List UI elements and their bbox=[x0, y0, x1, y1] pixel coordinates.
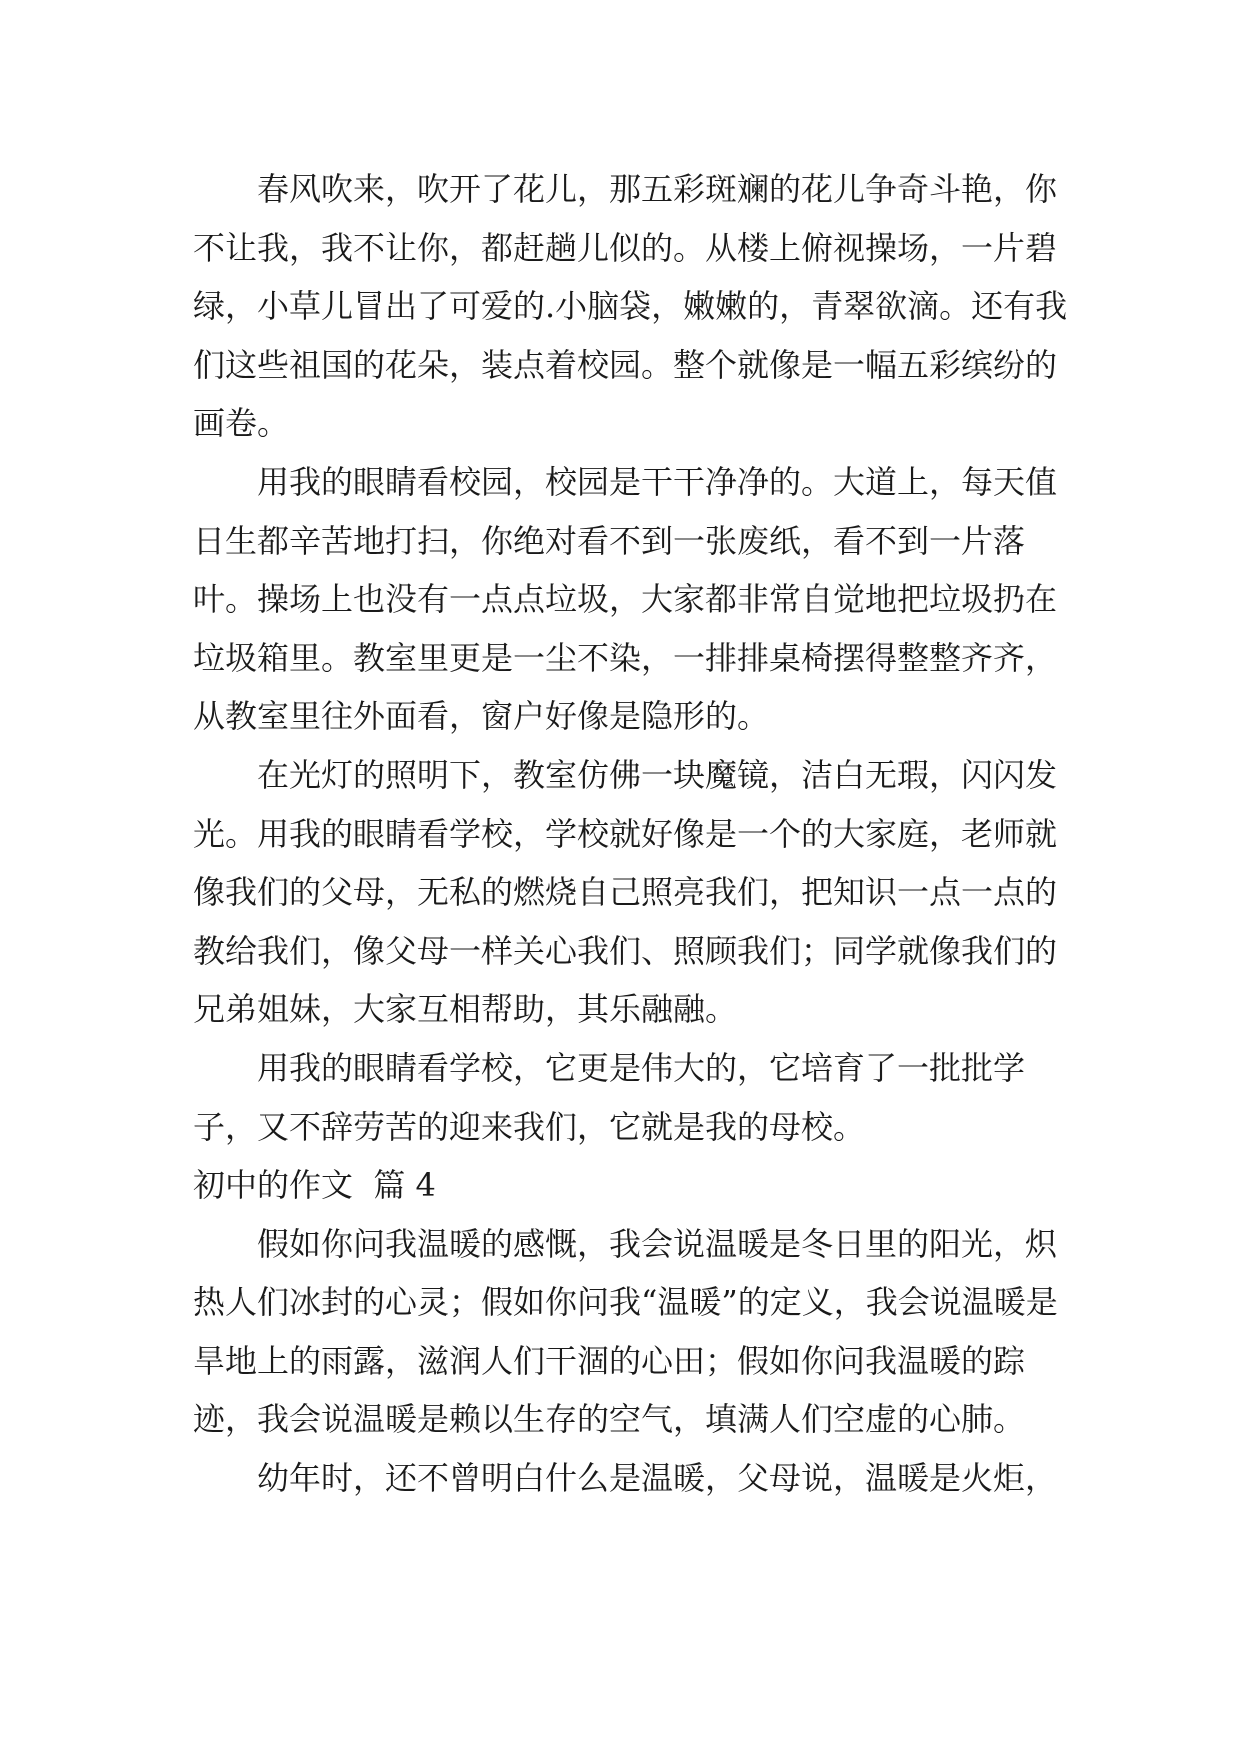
paragraph-warmth-definition: 假如你问我温暖的感慨，我会说温暖是冬日里的阳光，炽热人们冰封的心灵；假如你问我“温暖”的定义，我会说温暖是旱地上的雨露，滋润人们干涸的心田；假如你问我温暖的踪迹，我会说温暖是赖以生存的空气，填满人们空虚的心肺。 bbox=[193, 1224, 1058, 1439]
paragraph-childhood-warmth: 幼年时，还不曾明白什么是温暖，父母说，温暖是火炬， bbox=[257, 1459, 1058, 1498]
essay-heading: 初中的作文 篇 4 bbox=[193, 1166, 436, 1205]
document-body bbox=[193, 160, 1073, 1508]
paragraph-spring-breeze: 春风吹来，吹开了花儿，那五彩斑斓的花儿争奇斗艳，你不让我，我不让你，都赶趟儿似的。从楼上俯视操场，一片碧绿，小草儿冒出了可爱的.小脑袋，嫩嫩的，青翠欲滴。还有我们这些祖国的花朵，装点着校园。整个就像是一幅五彩缤纷的画卷。 bbox=[193, 170, 1068, 443]
paragraph-alma-mater: 用我的眼睛看学校，它更是伟大的，它培育了一批批学子，又不辞劳苦的迎来我们，它就是我的母校。 bbox=[193, 1048, 1026, 1146]
paragraph-clean-campus: 用我的眼睛看校园，校园是干干净净的。大道上，每天值日生都辛苦地打扫，你绝对看不到一张废纸，看不到一片落叶。操场上也没有一点点垃圾，大家都非常自觉地把垃圾扔在垃圾箱里。教室里更是一尘不染，一排排桌椅摆得整整齐齐，从教室里往外面看，窗户好像是隐形的。 bbox=[193, 462, 1058, 736]
paragraph-classroom-family: 在光灯的照明下，教室仿佛一块魔镜，洁白无瑕，闪闪发光。用我的眼睛看学校，学校就好像是一个的大家庭，老师就像我们的父母，无私的燃烧自己照亮我们，把知识一点一点的教给我们，像父母一样关心我们、照顾我们；同学就像我们的兄弟姐妹，大家互相帮助，其乐融融。 bbox=[193, 755, 1058, 1029]
